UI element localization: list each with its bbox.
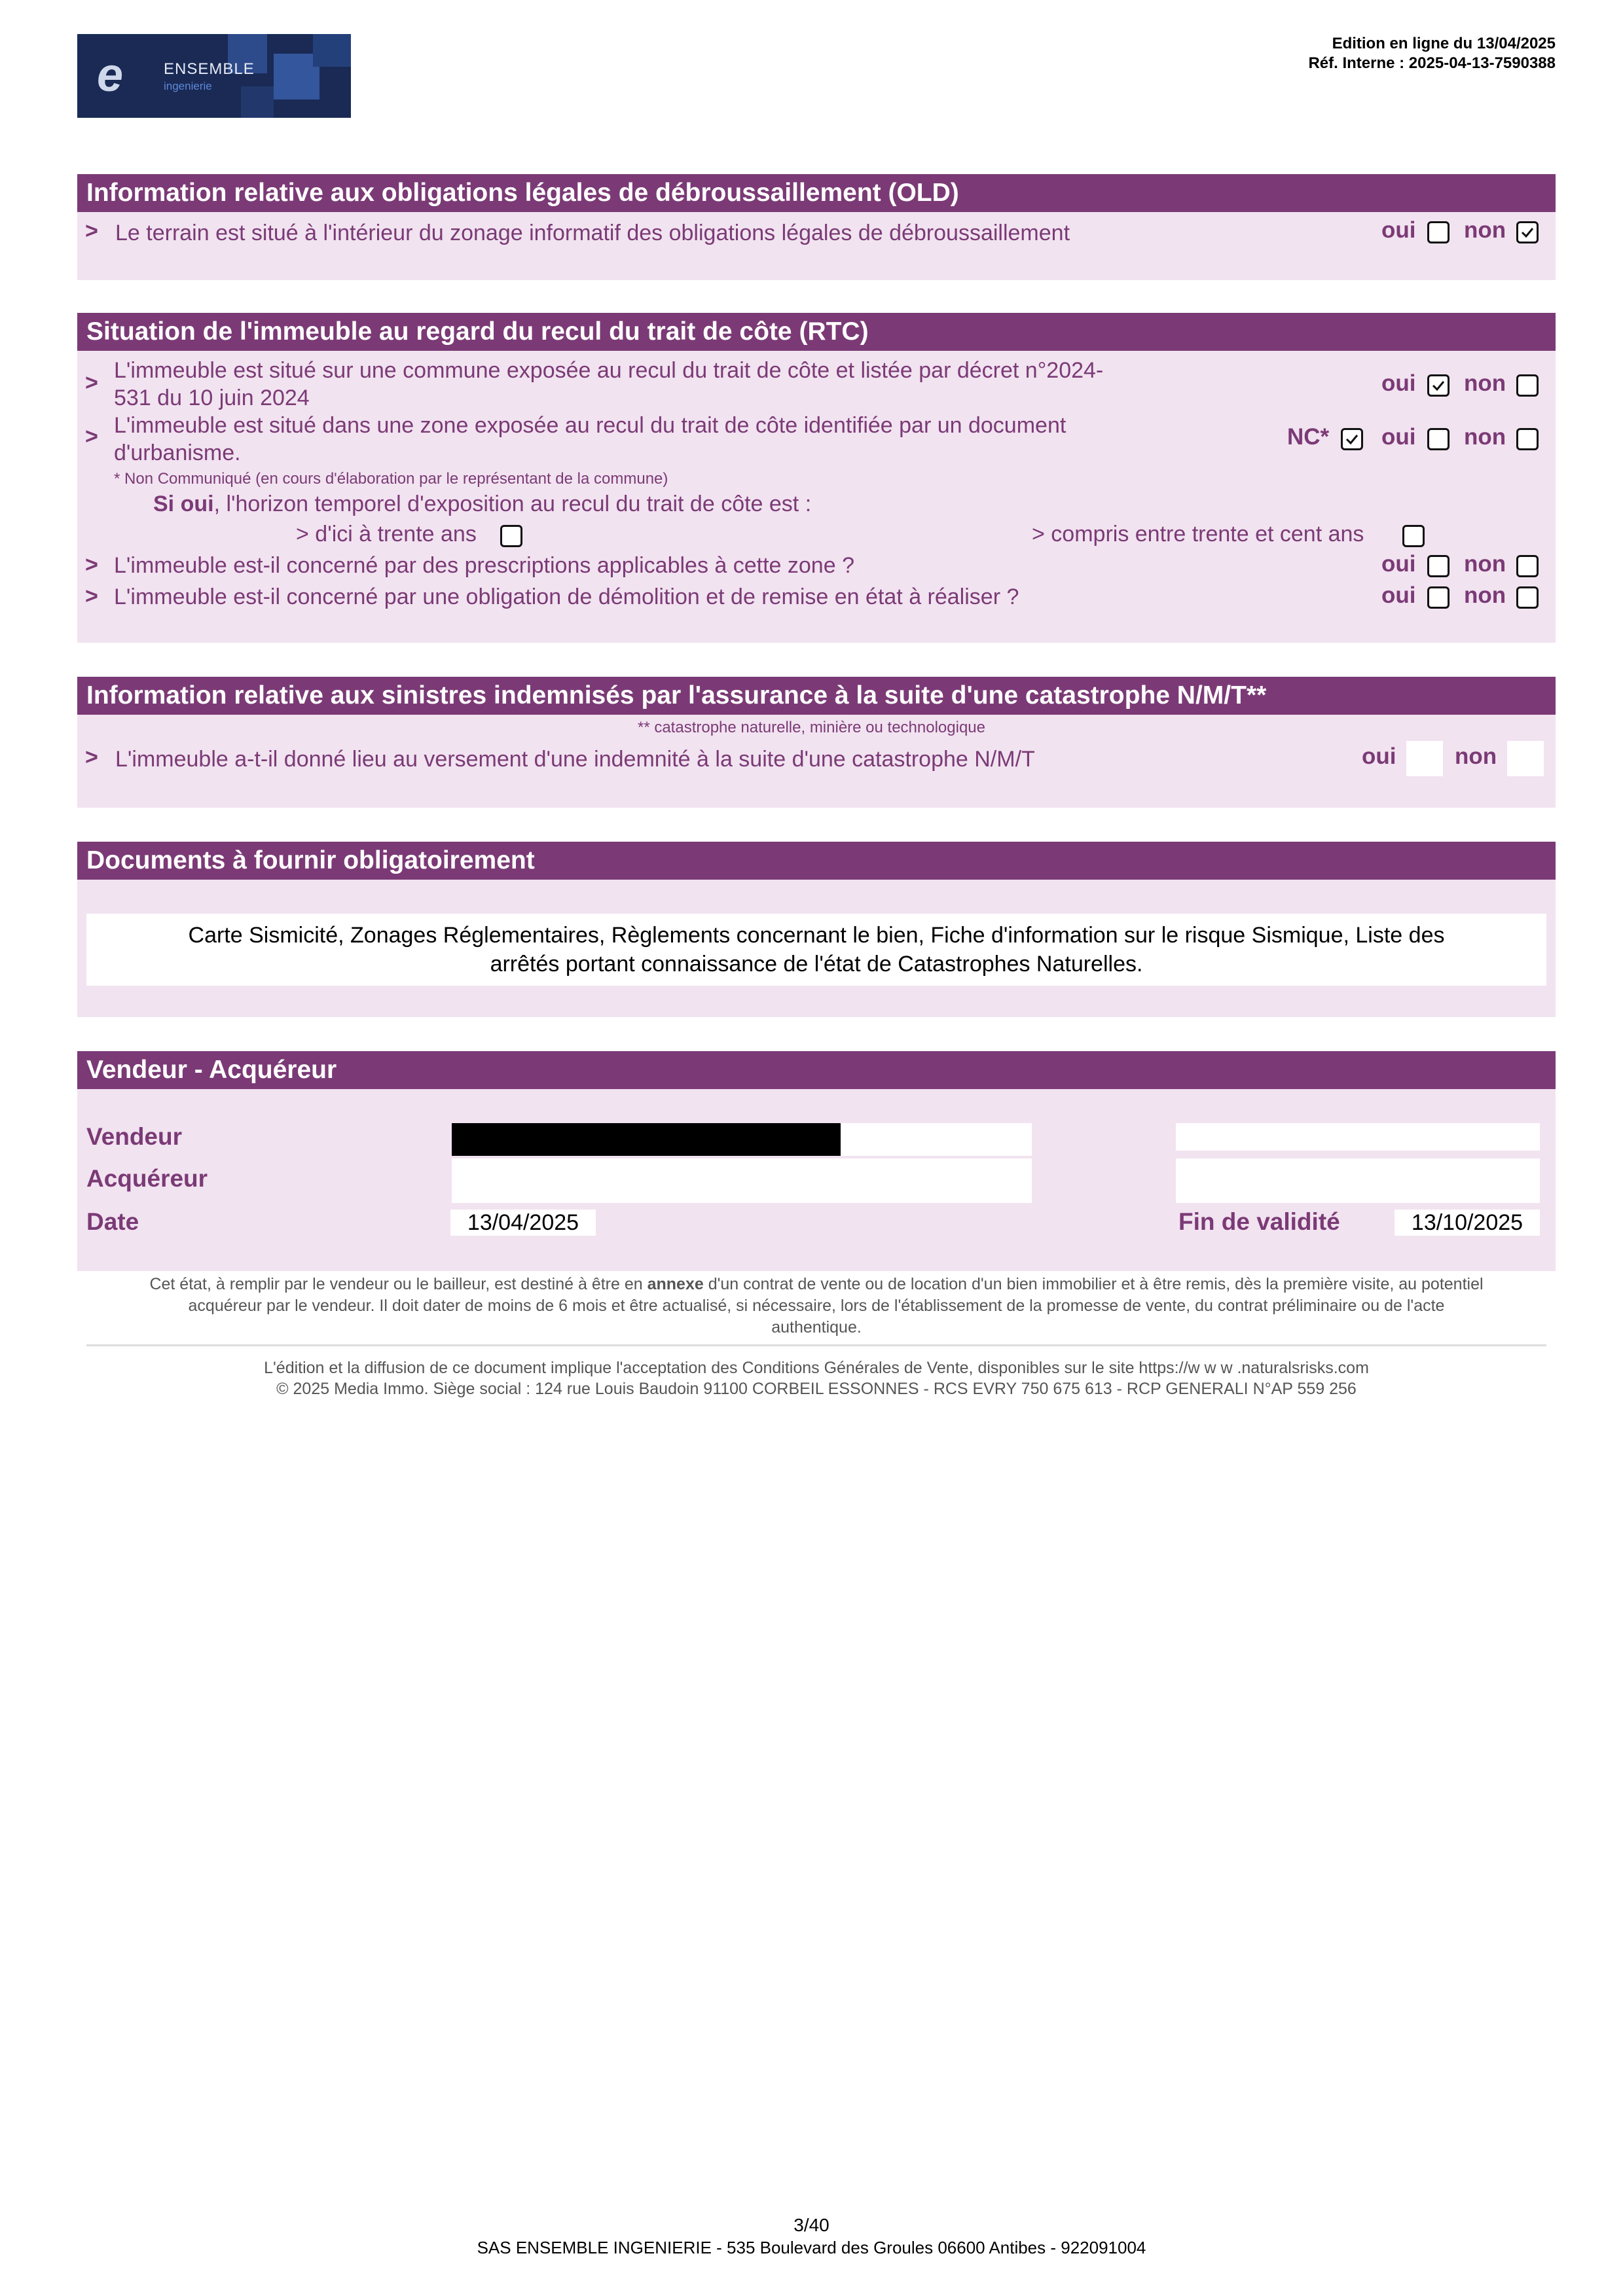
date-label: Date [86, 1208, 139, 1235]
chevron-icon: > [85, 370, 98, 395]
chevron-icon: > [85, 552, 98, 577]
nc-footnote: * Non Communiqué (en cours d'élaboration par le représentant de la commune) [114, 470, 668, 488]
documents-line: arrêtés portant connaissance de l'état de Catastrophes Naturelles. [490, 952, 1143, 977]
rtc-q4-non-checkbox[interactable] [1516, 586, 1539, 609]
horizon-30-100-checkbox[interactable] [1402, 525, 1425, 547]
rtc-q4: L'immeuble est-il concerné par une obligation de démolition et de remise en état à réaliser ? [114, 584, 1019, 609]
documents-list [86, 914, 1546, 986]
date-value[interactable]: 13/04/2025 [450, 1210, 596, 1236]
acquereur-label: Acquéreur [86, 1165, 208, 1192]
vendeur-label: Vendeur [86, 1123, 182, 1150]
old-oui-checkbox[interactable] [1427, 221, 1450, 243]
edition-date: Edition en ligne du 13/04/2025 [1332, 35, 1556, 52]
company-registration: © 2025 Media Immo. Siège social : 124 rue Louis Baudoin 91100 CORBEIL ESSONNES - RCS EVRY 750 675 613 - RCP GENERALI N°AP 559 256 [276, 1380, 1357, 1398]
oui-label: oui [1381, 217, 1416, 243]
non-label: non [1464, 424, 1506, 450]
rtc-q1-non-checkbox[interactable] [1516, 374, 1539, 397]
logo-decor [241, 86, 274, 118]
page-number: 3/40 [793, 2215, 830, 2235]
logo-name: ENSEMBLE [164, 60, 255, 78]
rtc-q1-line1: L'immeuble est situé sur une commune exposée au recul du trait de côte et listée par décret n°2024- [114, 358, 1104, 383]
terms-line: L'édition et la diffusion de ce document implique l'acceptation des Conditions Générales de Vente, disponibles sur le site https://w w w .naturalsrisks.com [264, 1359, 1369, 1377]
section-title-documents: Documents à fournir obligatoirement [77, 842, 1556, 880]
acquereur-name-field[interactable] [452, 1158, 1032, 1203]
section-title-vendeur: Vendeur - Acquéreur [77, 1051, 1556, 1089]
non-label: non [1464, 217, 1506, 243]
old-non-checkbox[interactable] [1516, 221, 1539, 243]
validity-value[interactable]: 13/10/2025 [1395, 1210, 1540, 1236]
logo-decor [313, 34, 351, 67]
horizon-30-checkbox[interactable] [500, 525, 522, 547]
chevron-icon: > [85, 584, 98, 609]
oui-label: oui [1362, 744, 1396, 769]
horizon-intro [153, 491, 811, 517]
notice-line [85, 1274, 1548, 1295]
notice-line: acquéreur par le vendeur. Il doit dater de moins de 6 mois et être actualisé, si nécessaire, lors de l'établissement de la promesse de vente, du contrat préliminaire ou de l'acte [188, 1297, 1445, 1315]
vendeur-secondary-field[interactable] [1176, 1123, 1540, 1151]
notice-text: d'un contrat de vente ou de location d'un bien immobilier et à être remis, dès la première visite, au potentiel [703, 1275, 1484, 1293]
non-label: non [1455, 744, 1497, 769]
rtc-q1-oui-checkbox[interactable] [1427, 374, 1450, 397]
rtc-q2-line1: L'immeuble est situé dans une zone exposée au recul du trait de côte identifiée par un document [114, 413, 1067, 438]
logo-subtitle: ingenierie [164, 80, 212, 92]
acquereur-secondary-field[interactable] [1176, 1158, 1540, 1203]
rtc-q3-non-checkbox[interactable] [1516, 555, 1539, 577]
company-logo [77, 34, 351, 118]
rtc-q2-oui-checkbox[interactable] [1427, 428, 1450, 450]
non-label: non [1464, 370, 1506, 396]
sinistres-non-field[interactable] [1507, 741, 1544, 776]
horizon-30-100-label: > compris entre trente et cent ans [1032, 522, 1364, 547]
notice-text: Cet état, à remplir par le vendeur ou le bailleur, est destiné à être en [149, 1275, 647, 1293]
chevron-icon: > [85, 424, 98, 449]
rtc-q2-nc-checkbox[interactable] [1341, 428, 1363, 450]
rtc-q1-line2: 531 du 10 juin 2024 [114, 386, 310, 410]
documents-line: Carte Sismicité, Zonages Réglementaires, Règlements concernant le bien, Fiche d'information sur le risque Sismique, Liste des [188, 923, 1445, 948]
horizon-intro-text: , l'horizon temporel d'exposition au recul du trait de côte est : [213, 492, 812, 516]
horizon-30-label: > d'ici à trente ans [296, 522, 477, 547]
old-question: Le terrain est situé à l'intérieur du zonage informatif des obligations légales de débroussaillement [115, 221, 1070, 245]
document-header [1308, 34, 1556, 73]
oui-label: oui [1381, 424, 1416, 450]
chevron-icon: > [85, 219, 98, 243]
notice-line: authentique. [771, 1318, 862, 1336]
footer-divider [86, 1344, 1546, 1346]
logo-mark: e [97, 49, 124, 101]
oui-label: oui [1381, 551, 1416, 577]
sinistres-question: L'immeuble a-t-il donné lieu au versement d'une indemnité à la suite d'une catastrophe N/M/T [115, 747, 1035, 772]
company-address-footer: SAS ENSEMBLE INGENIERIE - 535 Boulevard des Groules 06600 Antibes - 922091004 [477, 2238, 1146, 2257]
rtc-q4-oui-checkbox[interactable] [1427, 586, 1450, 609]
section-title-sinistres: Information relative aux sinistres indemnisés par l'assurance à la suite d'une catastrophe N/M/T** [77, 677, 1556, 715]
check-icon [1343, 431, 1360, 448]
rtc-q2-line2: d'urbanisme. [114, 440, 241, 465]
validity-label: Fin de validité [1178, 1208, 1340, 1235]
non-label: non [1464, 551, 1506, 577]
oui-label: oui [1381, 370, 1416, 396]
sinistres-oui-field[interactable] [1406, 741, 1443, 776]
check-icon [1519, 224, 1536, 241]
section-title-rtc: Situation de l'immeuble au regard du recul du trait de côte (RTC) [77, 313, 1556, 351]
rtc-q3-oui-checkbox[interactable] [1427, 555, 1450, 577]
non-label: non [1464, 583, 1506, 608]
annexe-emphasis: annexe [647, 1275, 704, 1293]
oui-label: oui [1381, 583, 1416, 608]
internal-reference: Réf. Interne : 2025-04-13-7590388 [1308, 54, 1556, 72]
rtc-q3: L'immeuble est-il concerné par des prescriptions applicables à cette zone ? [114, 553, 854, 578]
chevron-icon: > [85, 745, 98, 770]
vendeur-name-field[interactable] [452, 1123, 1032, 1156]
catastrophe-footnote: ** catastrophe naturelle, minière ou technologique [637, 719, 985, 736]
section-title-old: Information relative aux obligations légales de débroussaillement (OLD) [77, 174, 1556, 212]
nc-label: NC* [1287, 424, 1330, 450]
redaction-bar [452, 1123, 841, 1156]
si-oui-label: Si oui [153, 492, 214, 516]
terms-footer [85, 1357, 1548, 1399]
check-icon [1430, 377, 1447, 394]
rtc-q2-non-checkbox[interactable] [1516, 428, 1539, 450]
legal-notice [85, 1274, 1548, 1338]
